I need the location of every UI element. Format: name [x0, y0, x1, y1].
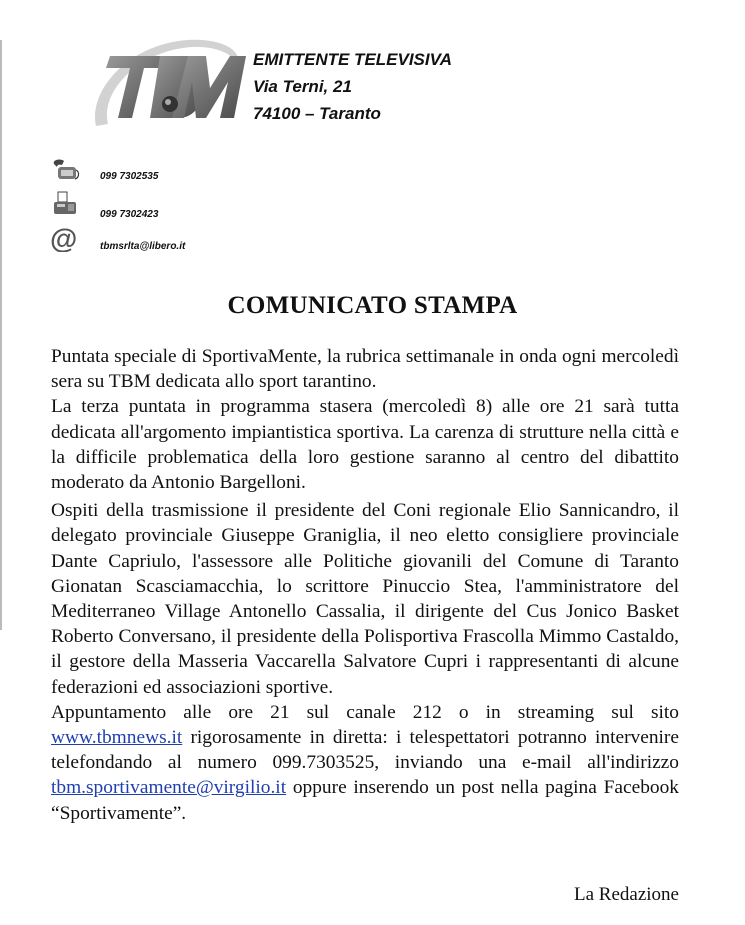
fax-number: 099 7302423: [100, 209, 159, 220]
station-header: [253, 46, 452, 127]
website-link[interactable]: www.tbmnews.it: [51, 727, 183, 749]
margin-rule: [0, 40, 2, 630]
tbm-logo: [88, 36, 248, 136]
press-release-body: [51, 344, 679, 826]
header-line-1: EMITTENTE TELEVISIVA: [253, 50, 452, 69]
signature: La Redazione: [574, 884, 679, 905]
svg-text:@: @: [50, 224, 78, 252]
fax-icon: [48, 190, 82, 218]
paragraph-3: Ospiti della trasmissione il presidente del Coni regionale Elio Sannicandro, il delegato provinciale Giuseppe Graniglia, il neo eletto consigliere provinciale Dante Capriulo, l'assessore alle Politiche giovanili del Comune di Taranto Gionatan Scasciamacchia, lo scrittore Pinuccio Stea, l'amministratore del Mediterraneo Village Antonello Cassalia, il dirigente del Cus Jonico Basket Roberto Conversano, il presidente della Polisportiva Frascolla Mimmo Castaldo, il gestore della Masseria Vaccarella Salvatore Cupri i rappresentanti di alcune federazioni ed associazioni sportive.: [51, 500, 679, 698]
telephone-icon: [48, 158, 82, 186]
paragraph-4-text-a: Appuntamento alle ore 21 sul canale 212 o in streaming sul sito: [51, 701, 679, 723]
paragraph-2: La terza puntata in programma stasera (mercoledì 8) alle ore 21 sarà tutta dedicata all'argomento impiantistica sportiva. La carenza di strutture nella città e la difficile problematica della loro gestione saranno al centro del dibattito moderato da Antonio Bargelloni.: [51, 396, 679, 494]
paragraph-1: Puntata speciale di SportivaMente, la rubrica settimanale in onda ogni mercoledì sera su TBM dedicata allo sport tarantino.: [51, 346, 679, 393]
paragraph-4-text-b: rigorosamente in diretta: i telespettatori potranno intervenire telefondando al numero 099.7303525, inviando una e-mail all'indirizzo: [51, 727, 679, 774]
phone-number: 099 7302535: [100, 171, 159, 182]
paragraph-4-text-c: oppure inserendo un post nella pagina Facebook “Sportivamente”.: [51, 777, 679, 824]
paragraph-4: [51, 700, 679, 826]
email-link[interactable]: tbm.sportivamente@virgilio.it: [51, 777, 287, 799]
page-title: COMUNICATO STAMPA: [227, 292, 518, 319]
header-line-3: 74100 – Taranto: [253, 104, 381, 123]
header-line-2: Via Terni, 21: [253, 77, 352, 96]
email-address: tbmsrlta@libero.it: [100, 241, 186, 252]
at-sign-icon: [48, 224, 82, 252]
